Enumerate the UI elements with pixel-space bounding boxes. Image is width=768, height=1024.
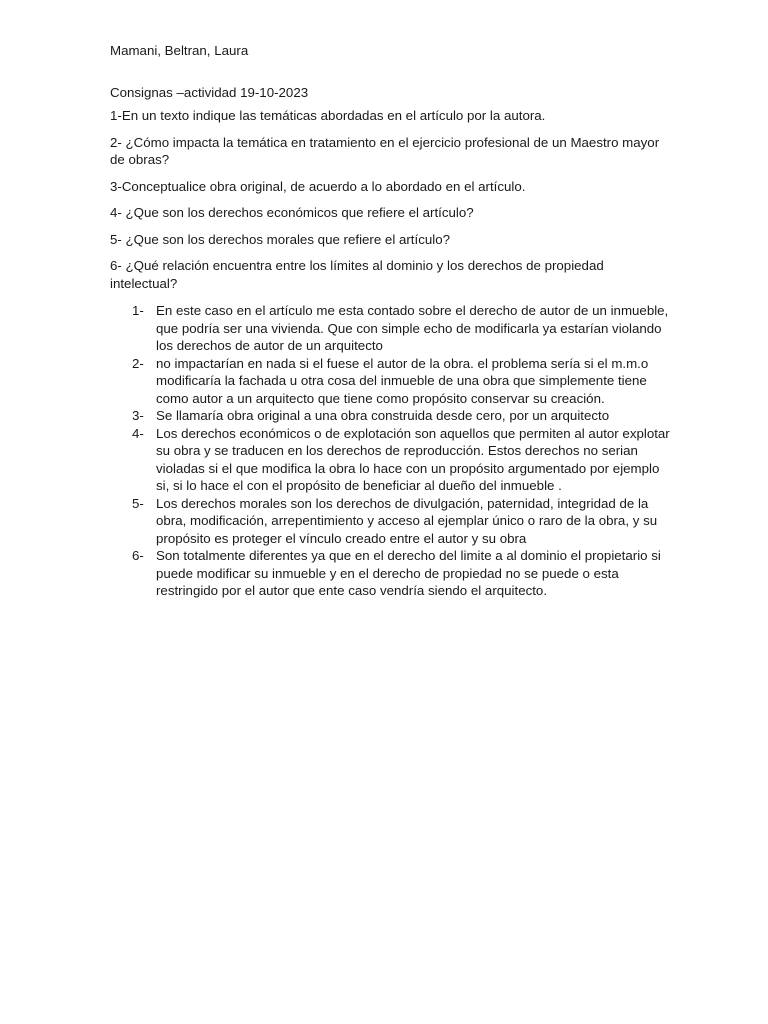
questions-list — [110, 107, 670, 292]
authors-line: Mamani, Beltran, Laura — [110, 43, 249, 58]
answer-text: En este caso en el artículo me esta contado sobre el derecho de autor de un inmueble, que podría ser una vivienda. Que con simple echo de modificarla ya estarían violando los derechos de autor de un arquitecto — [156, 303, 669, 353]
answers-list — [110, 302, 670, 600]
answer-number: 1- — [132, 303, 144, 318]
answer-3 — [110, 407, 670, 425]
answer-1 — [110, 302, 670, 355]
document-page — [110, 42, 670, 600]
question-6: 6- ¿Qué relación encuentra entre los límites al dominio y los derechos de propiedad intelectual? — [110, 258, 604, 291]
answer-text: no impactarían en nada si el fuese el autor de la obra. el problema sería si el m.m.o modificaría la fachada u otra cosa del inmueble de una obra que simplemente tiene como autor a un arquitecto que tiene como propósito conservar su creación. — [156, 355, 649, 406]
answer-text: Son totalmente diferentes ya que en el derecho del limite a al dominio el propietario si puede modificar su inmueble y en el derecho de propiedad no se puede o esta restringido por el autor que ente caso vendría siendo el arquitecto. — [156, 548, 661, 598]
answer-number: 2- — [132, 355, 144, 371]
answer-number: 5- — [132, 495, 144, 511]
answer-2 — [110, 355, 670, 408]
answer-4 — [110, 425, 670, 495]
answer-text: Se llamaría obra original a una obra construida desde cero, por un arquitecto — [156, 408, 610, 423]
answer-6 — [110, 547, 670, 600]
question-4: 4- ¿Que son los derechos económicos que refiere el artículo? — [110, 205, 474, 220]
answer-5 — [110, 495, 670, 548]
question-3: 3-Conceptualice obra original, de acuerdo a lo abordado en el artículo. — [110, 178, 526, 194]
question-5: 5- ¿Que son los derechos morales que refiere el artículo? — [110, 231, 450, 247]
answer-text: Los derechos morales son los derechos de divulgación, paternidad, integridad de la obra, modificación, arrepentimiento y acceso al ejemplar único o raro de la obra, y su propósito es proteger el vínculo creado entre el autor y su obra — [156, 495, 658, 546]
answer-number: 3- — [132, 408, 144, 423]
question-2: 2- ¿Cómo impacta la temática en tratamiento en el ejercicio profesional de un Maestro mayor de obras? — [110, 134, 660, 167]
answer-text: Los derechos económicos o de explotación son aquellos que permiten al autor explotar su obra y se traducen en los derechos de reproducción. Estos derechos no serian violadas si el que modifica la obra lo hace con un propósito argumentado por ejemplo si, si lo hace el con el propósito de beneficiar al dueño del inmueble . — [156, 425, 670, 493]
answer-number: 6- — [132, 548, 144, 563]
answer-number: 4- — [132, 425, 144, 441]
assignment-title: Consignas –actividad 19-10-2023 — [110, 84, 309, 100]
question-1: 1-En un texto indique las temáticas abordadas en el artículo por la autora. — [110, 108, 546, 123]
